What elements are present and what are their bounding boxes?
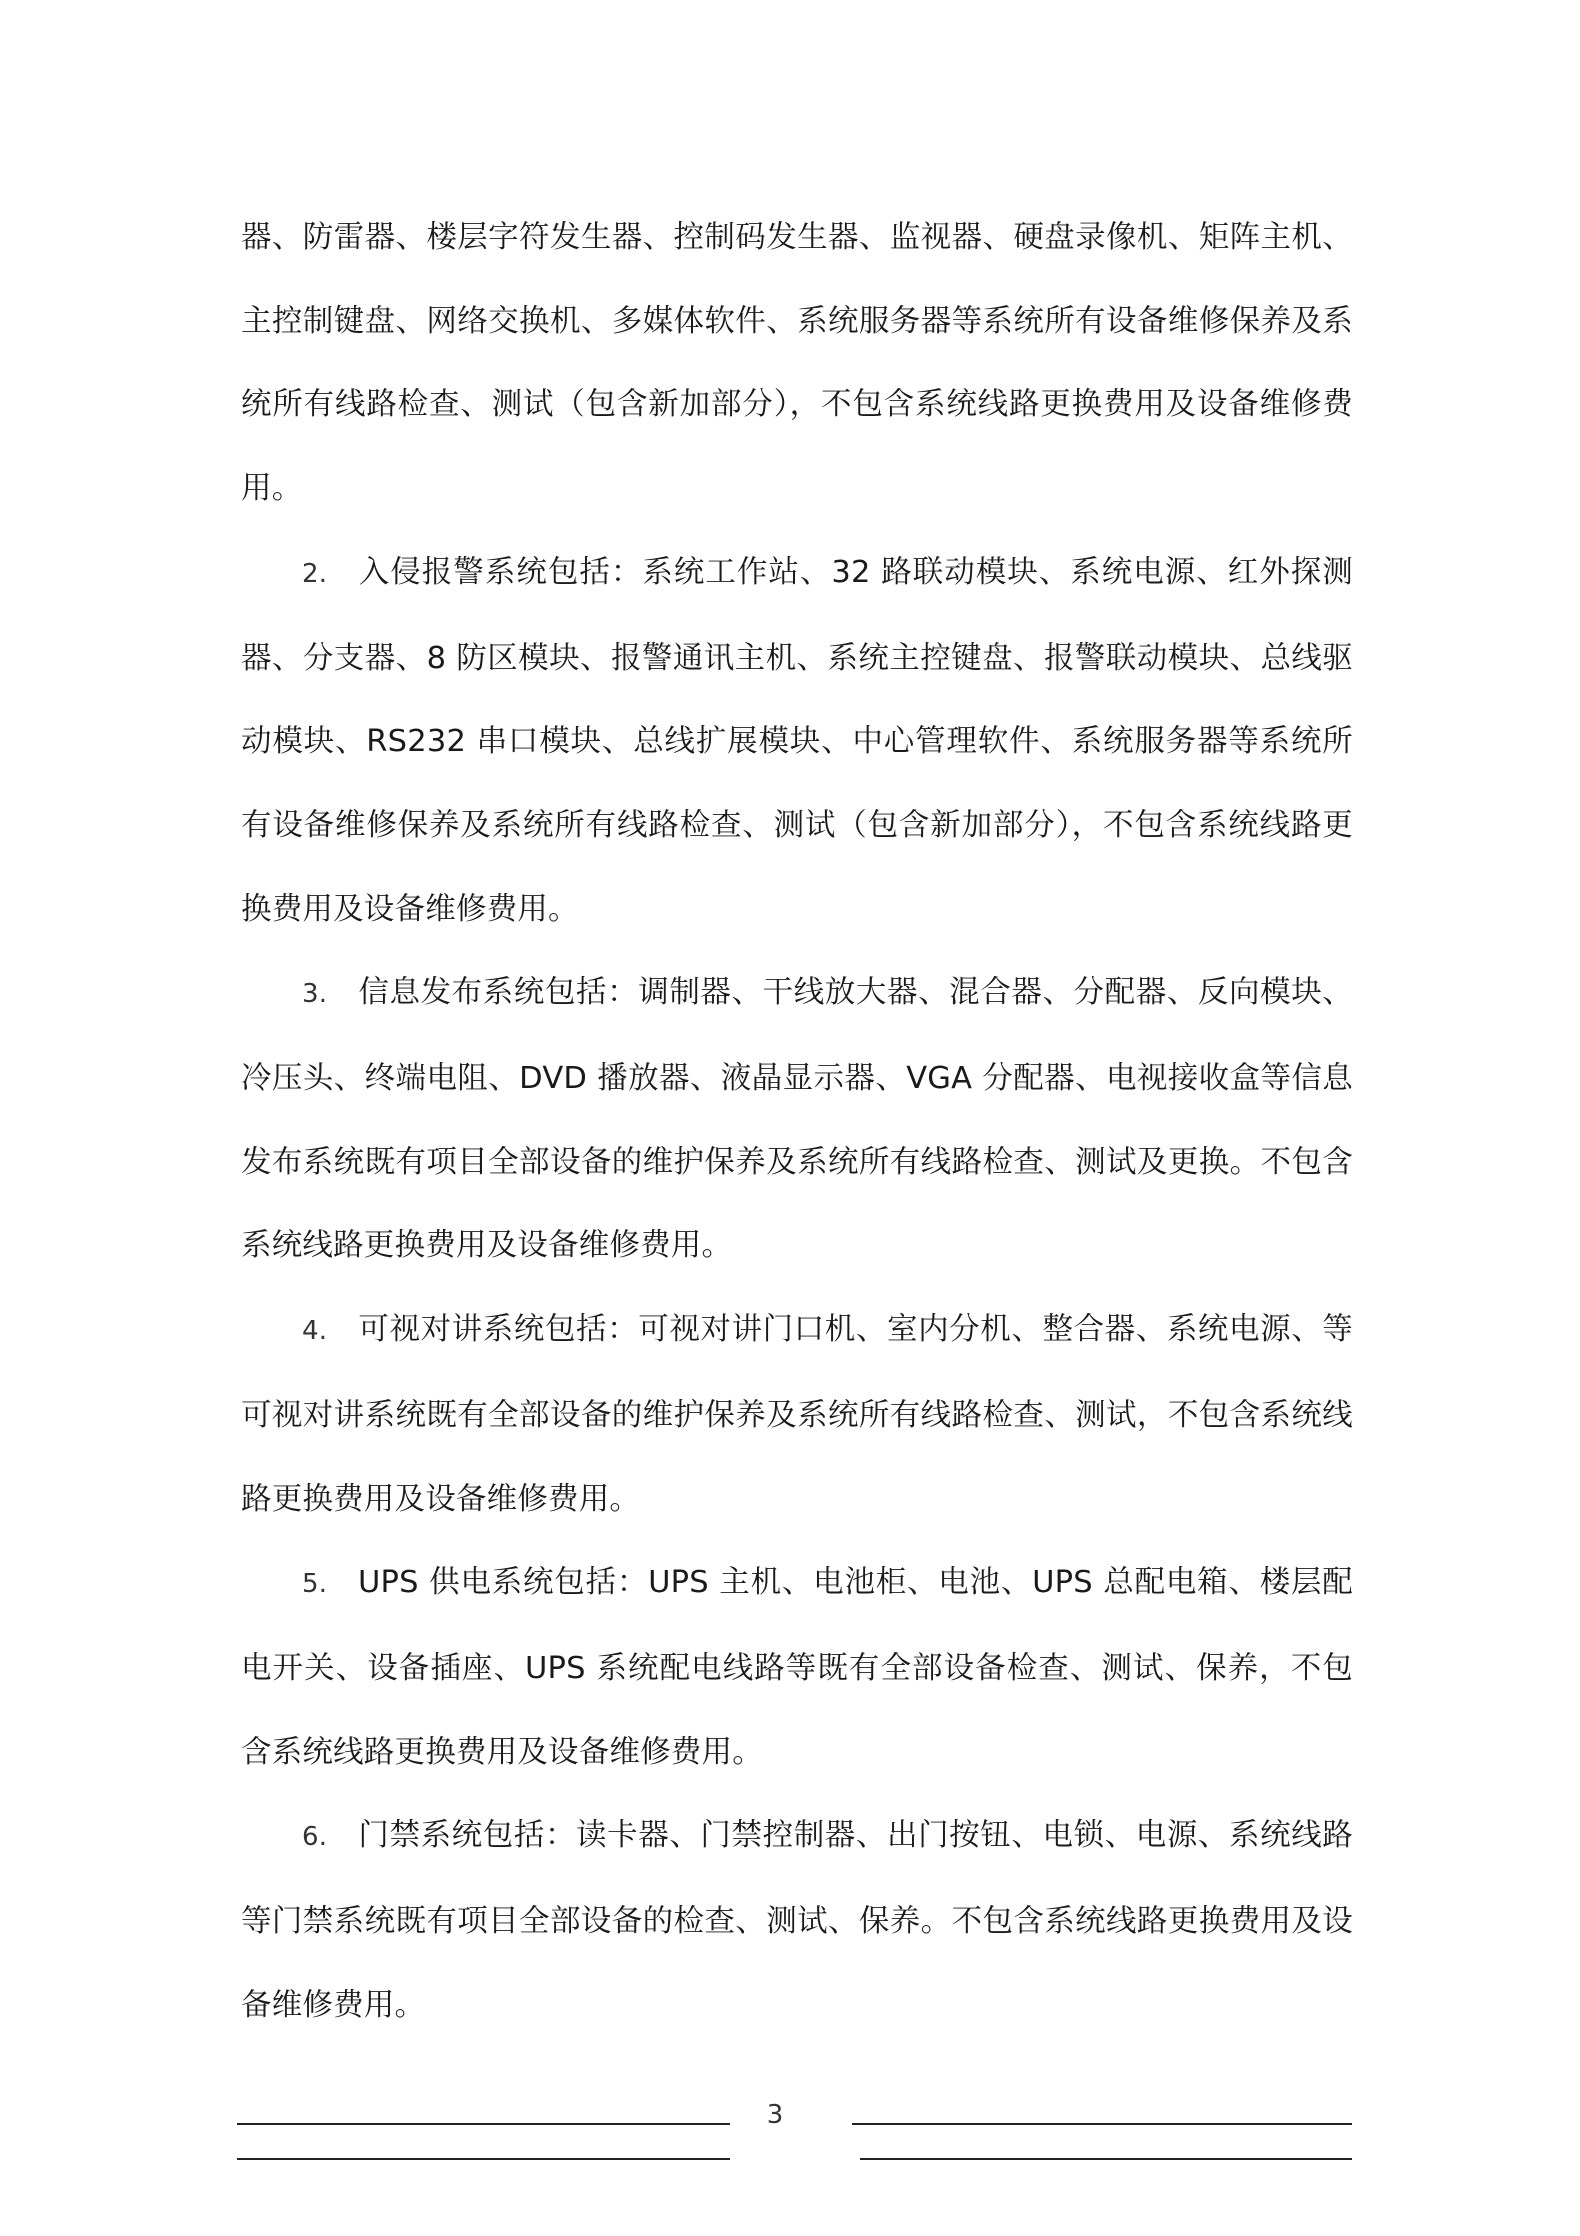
- paragraph-text: UPS 供电系统包括：UPS 主机、电池柜、电池、UPS 总配电箱、楼层配电开关、设备插座、UPS 系统配电线路等既有全部设备检查、测试、保养，不包含系统线路更换费用及设备维修费用。: [241, 1565, 1353, 1770]
- item-number: 6.: [302, 1822, 328, 1853]
- footer-rule-right-top: [852, 2123, 1352, 2125]
- paragraph-item-2: [241, 531, 1353, 952]
- paragraph-text: 门禁系统包括：读卡器、门禁控制器、出门按钮、电锁、电源、系统线路等门禁系统既有项目全部设备的检查、测试、保养。不包含系统线路更换费用及设备维修费用。: [241, 1818, 1353, 2023]
- item-number: 4.: [302, 1316, 328, 1347]
- footer-rule-left-top: [237, 2123, 730, 2125]
- paragraph-text: 可视对讲系统包括：可视对讲门口机、室内分机、整合器、系统电源、等可视对讲系统既有全部设备的维护保养及系统所有线路检查、测试，不包含系统线路更换费用及设备维修费用。: [241, 1312, 1353, 1517]
- paragraph-item-6: [241, 1794, 1353, 2047]
- paragraph-text: 入侵报警系统包括：系统工作站、32 路联动模块、系统电源、红外探测器、分支器、8 防区模块、报警通讯主机、系统主控键盘、报警联动模块、总线驱动模块、RS232 串口模块、总线扩展模块、中心管理软件、系统服务器等系统所有设备维修保养及系统所有线路检查、测试（包含新加部分），不包含系统线路更换费用及设备维修费用。: [241, 554, 1353, 927]
- footer-rule-right-bottom: [860, 2158, 1352, 2160]
- item-number: 2.: [302, 558, 328, 589]
- paragraph-text: 器、防雷器、楼层字符发生器、控制码发生器、监视器、硬盘录像机、矩阵主机、主控制键盘、网络交换机、多媒体软件、系统服务器等系统所有设备维修保养及系统所有线路检查、测试（包含新加部分），不包含系统线路更换费用及设备维修费用。: [241, 220, 1353, 507]
- paragraph-continued: [241, 196, 1353, 531]
- paragraph-item-5: [241, 1541, 1353, 1794]
- body-text: [241, 196, 1353, 2047]
- page-number: 3: [766, 2100, 784, 2130]
- footer-rule-left-bottom: [237, 2158, 730, 2160]
- page-footer: [0, 2100, 1580, 2180]
- item-number: 3.: [302, 979, 328, 1010]
- item-number: 5.: [302, 1569, 328, 1600]
- paragraph-item-3: [241, 951, 1353, 1288]
- paragraph-item-4: [241, 1288, 1353, 1541]
- paragraph-text: 信息发布系统包括：调制器、干线放大器、混合器、分配器、反向模块、冷压头、终端电阻、DVD 播放器、液晶显示器、VGA 分配器、电视接收盒等信息发布系统既有项目全部设备的维护保养及系统所有线路检查、测试及更换。不包含系统线路更换费用及设备维修费用。: [241, 975, 1353, 1264]
